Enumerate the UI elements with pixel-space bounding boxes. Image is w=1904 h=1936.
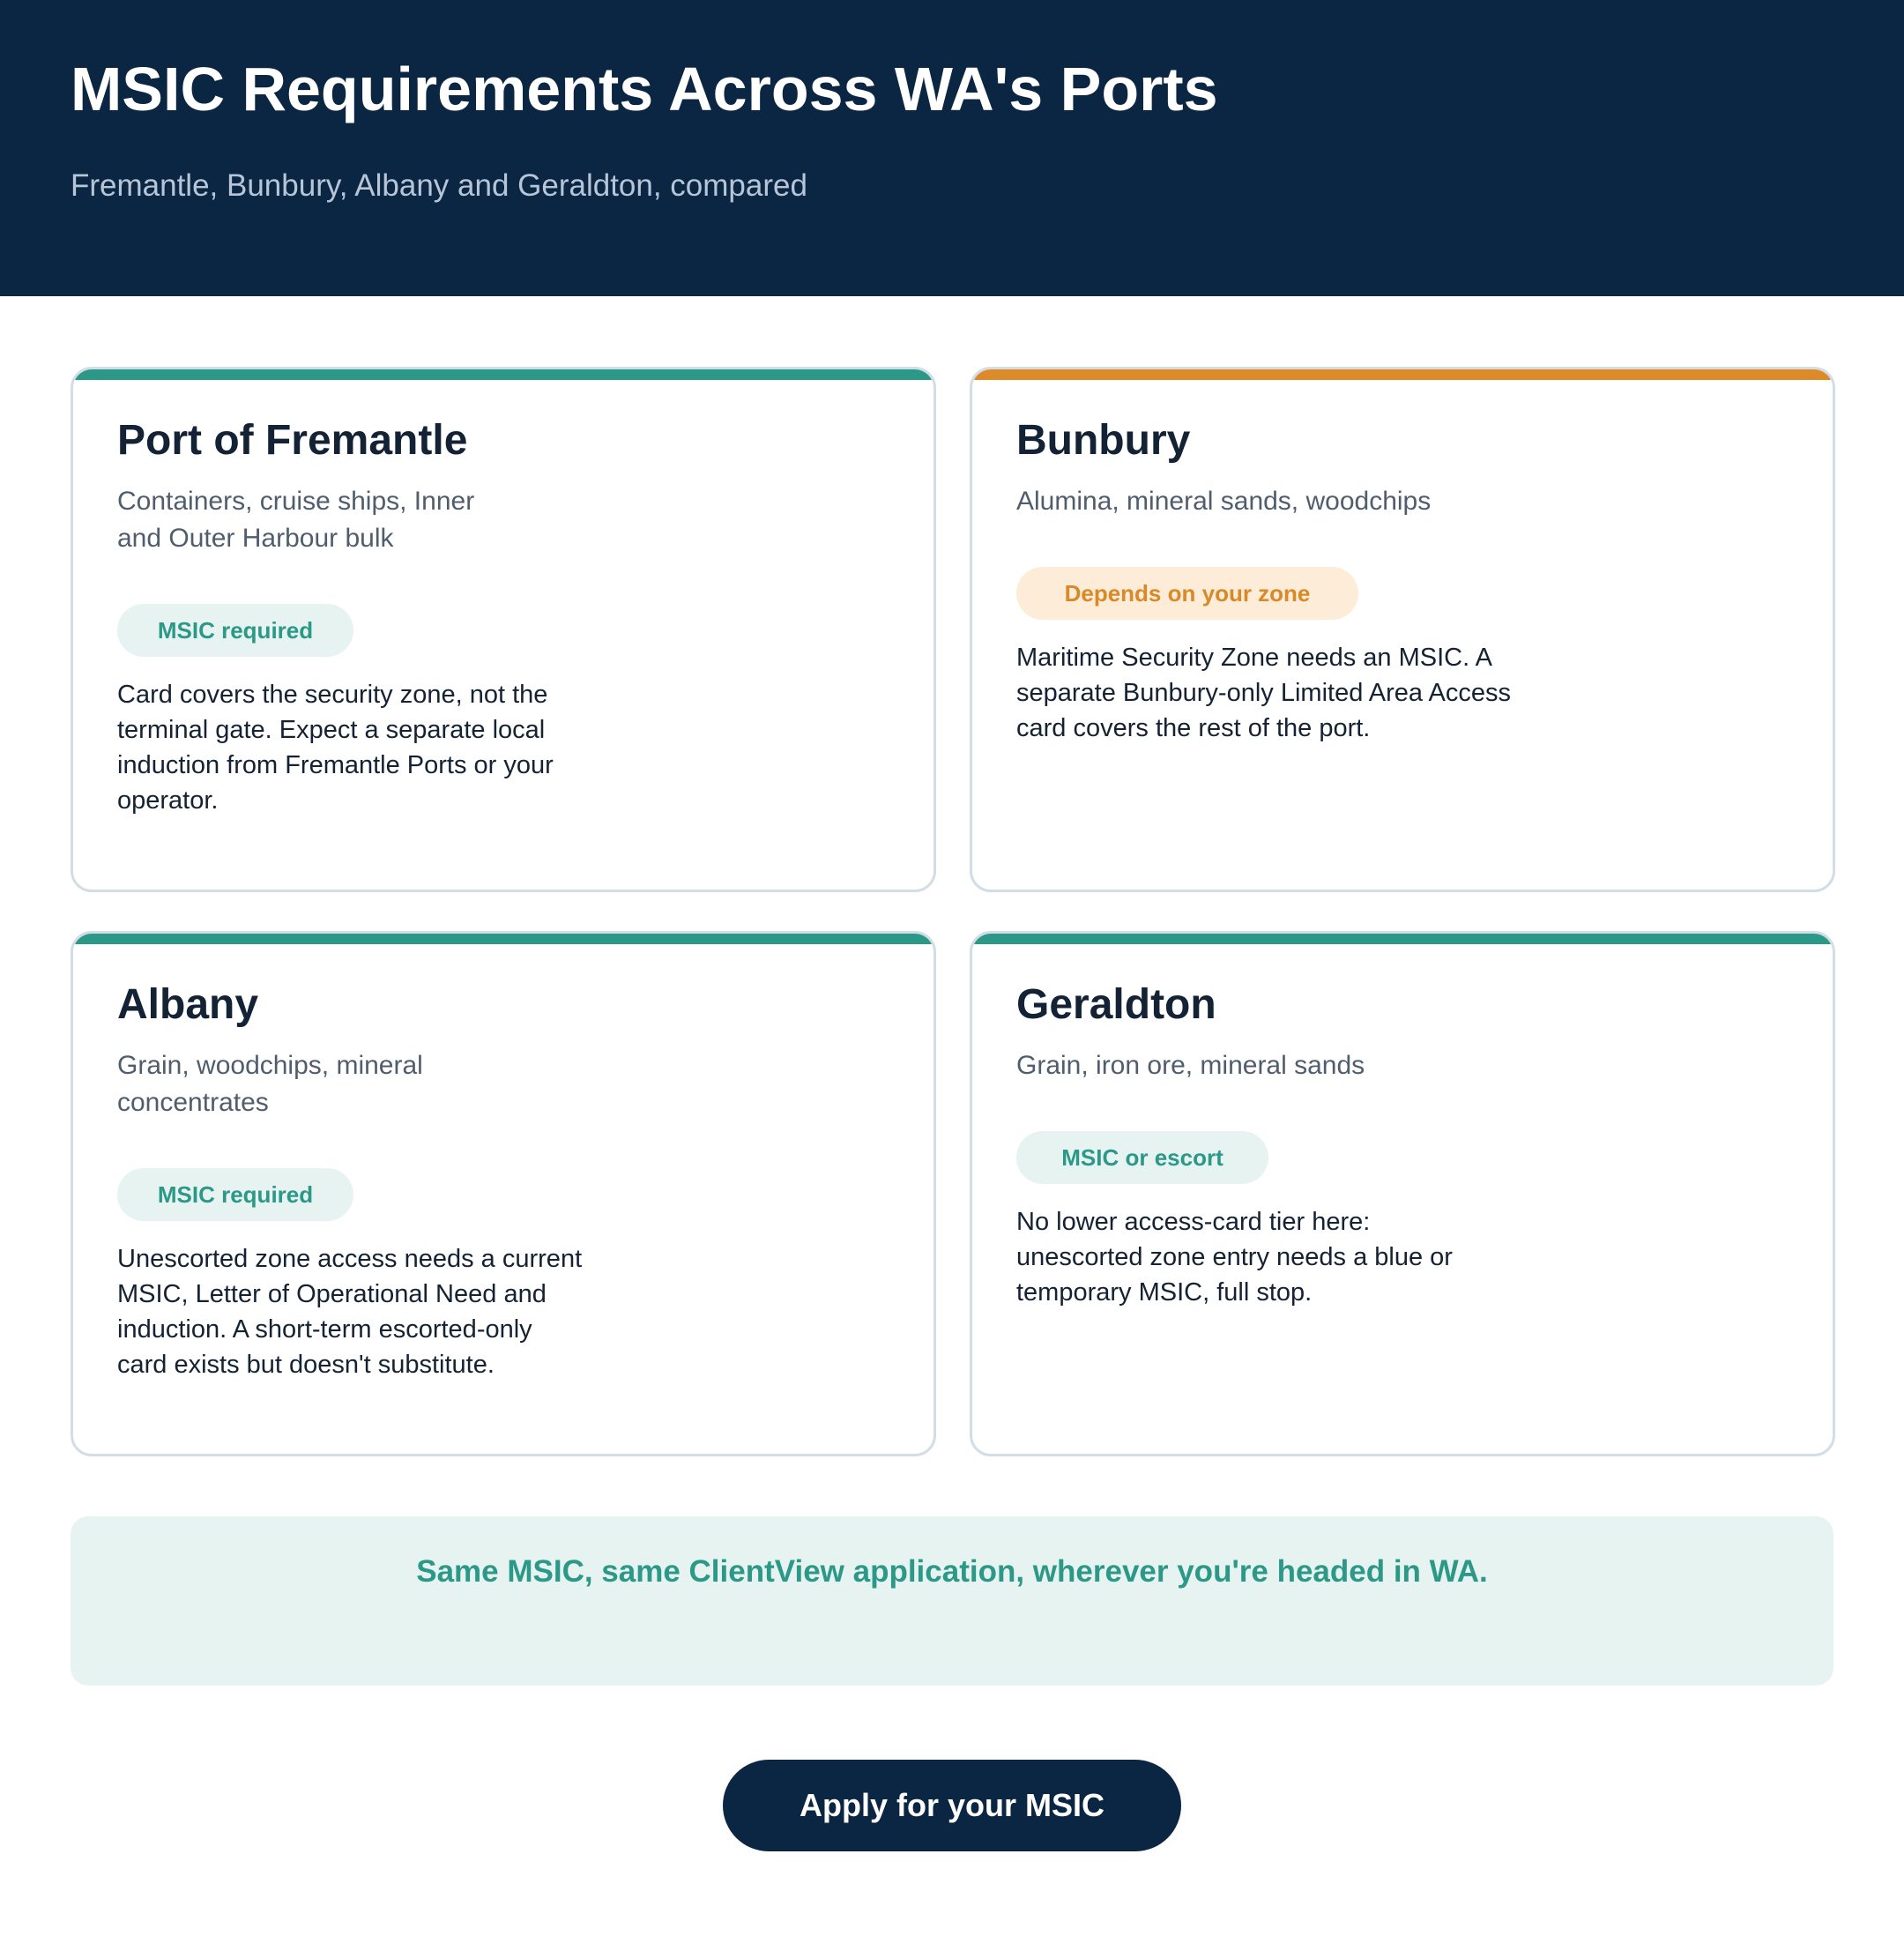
callout-text: Same MSIC, same ClientView application, wherever you're headed in WA. — [416, 1554, 1488, 1589]
port-note: Card covers the security zone, not the terminal gate. Expect a separate local induction from Fremantle Ports or your operator. — [117, 681, 554, 815]
summary-callout — [71, 1516, 1833, 1686]
card-accent-bar — [972, 369, 1833, 380]
status-badge: MSIC required — [117, 1168, 353, 1221]
port-card-fremantle — [71, 367, 936, 892]
port-name: Albany — [117, 981, 259, 1028]
port-name: Geraldton — [1016, 981, 1216, 1028]
port-name: Bunbury — [1016, 417, 1191, 464]
page-header — [0, 0, 1904, 296]
card-accent-bar — [972, 934, 1833, 944]
port-cargo: Grain, woodchips, mineral concentrates — [117, 1051, 423, 1117]
port-note: No lower access-card tier here: unescorted zone entry needs a blue or temporary MSIC, full stop. — [1016, 1208, 1453, 1307]
card-accent-bar — [73, 934, 933, 944]
card-accent-bar — [73, 369, 933, 380]
page-title: MSIC Requirements Across WA's Ports — [71, 55, 1218, 123]
port-cargo: Alumina, mineral sands, woodchips — [1016, 487, 1432, 516]
port-card-geraldton — [970, 931, 1835, 1456]
apply-msic-button[interactable]: Apply for your MSIC — [723, 1760, 1181, 1851]
status-badge: Depends on your zone — [1016, 567, 1358, 620]
port-card-albany — [71, 931, 936, 1456]
port-name: Port of Fremantle — [117, 417, 468, 464]
port-cargo: Grain, iron ore, mineral sands — [1016, 1051, 1365, 1080]
port-note: Unescorted zone access needs a current MSIC, Letter of Operational Need and induction. A short-term escorted-only card exists but doesn't substitute. — [117, 1245, 583, 1379]
port-card-bunbury — [970, 367, 1835, 892]
status-badge: MSIC or escort — [1016, 1131, 1268, 1184]
status-badge: MSIC required — [117, 604, 353, 657]
port-cargo: Containers, cruise ships, Inner and Outer Harbour bulk — [117, 487, 475, 553]
port-note: Maritime Security Zone needs an MSIC. A separate Bunbury-only Limited Area Access card covers the rest of the port. — [1016, 644, 1511, 742]
page-subtitle: Fremantle, Bunbury, Albany and Geraldton, compared — [71, 168, 807, 203]
